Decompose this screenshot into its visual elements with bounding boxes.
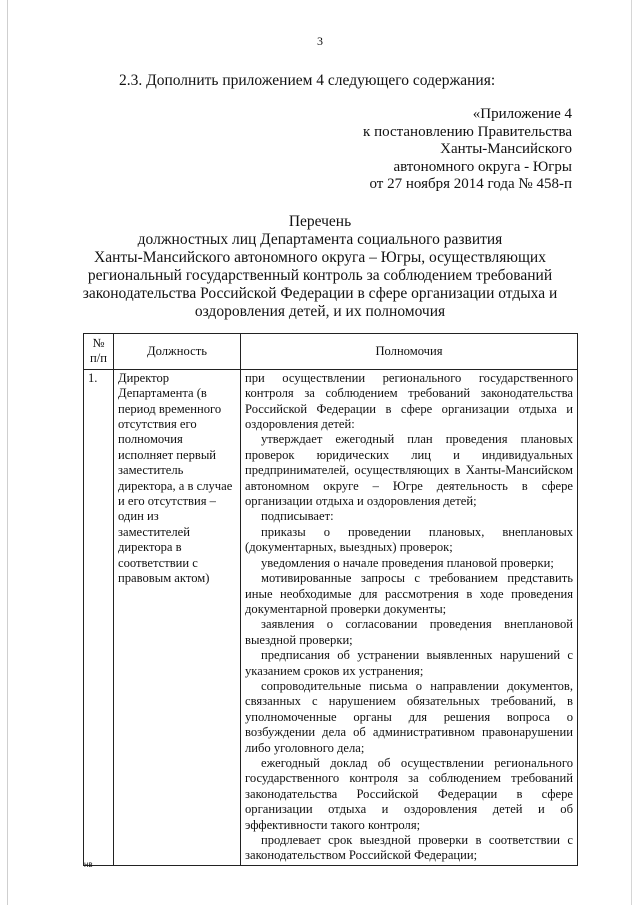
header-powers: Полномочия bbox=[241, 334, 578, 370]
header-position: Должность bbox=[114, 334, 241, 370]
appendix-line: «Приложение 4 bbox=[472, 106, 572, 122]
header-number-line2: п/п bbox=[90, 351, 107, 366]
scan-edge-right bbox=[631, 0, 632, 905]
position-line: директора в bbox=[118, 540, 182, 555]
appendix-heading bbox=[363, 106, 572, 194]
powers-paragraph: при осуществлении регионального государственного контроля за соблюдением требований законодательства Российской Федерации в сфере организации отдыха и оздоровления детей: bbox=[245, 370, 573, 432]
table-row bbox=[84, 369, 578, 865]
header-number bbox=[84, 334, 114, 370]
title-line: Перечень bbox=[288, 213, 352, 230]
intro-paragraph: 2.3. Дополнить приложением 4 следующего содержания: bbox=[119, 72, 496, 89]
title-line: региональный государственный контроль за соблюдением требований bbox=[87, 267, 553, 284]
appendix-line: от 27 ноября 2014 года № 458-п bbox=[369, 176, 572, 192]
position-line: один из bbox=[118, 509, 159, 524]
powers-paragraph: утверждает ежегодный план проведения плановых проверок юридических лиц и индивидуальных предпринимателей, осуществляющих в Ханты-Мансийском автономном округе – Югре деятельность в сфере организации отдыха и оздоровления детей; bbox=[245, 432, 573, 509]
position-line: Департамента (в bbox=[118, 386, 207, 401]
header-number-line1: № bbox=[92, 336, 105, 350]
position-line: заместителей bbox=[118, 524, 190, 539]
position-line: Директор bbox=[118, 370, 170, 385]
position-line: директора, а в случае bbox=[118, 478, 233, 493]
title-line: оздоровления детей, и их полномочия bbox=[194, 303, 446, 320]
scan-edge-left bbox=[7, 0, 8, 905]
row-powers bbox=[241, 369, 578, 865]
position-line: соответствии с bbox=[118, 555, 198, 570]
position-line: и его отсутствия – bbox=[118, 494, 216, 509]
powers-paragraph: приказы о проведении плановых, внеплановых (документарных, выездных) проверок; bbox=[245, 524, 573, 555]
powers-paragraph: предписания об устранении выявленных нарушений с указанием сроков их устранения; bbox=[245, 648, 573, 678]
page-number: 3 bbox=[317, 34, 323, 48]
officials-table bbox=[83, 333, 578, 866]
powers-paragraph: продлевает срок выездной проверки в соответствии с законодательством Российской Федерации; bbox=[245, 833, 573, 863]
row-position bbox=[114, 369, 241, 865]
position-line: период временного bbox=[118, 401, 222, 416]
title-line: законодательства Российской Федерации в сфере организации отдыха и bbox=[82, 285, 558, 302]
powers-paragraph: ежегодный доклад об осуществлении регионального государственного контроля за соблюдением требований законодательства Российской Федерации в сфере организации отдыха и оздоровления детей и об эффективности такого контроля; bbox=[245, 755, 573, 832]
powers-paragraph: сопроводительные письма о направлении документов, связанных с нарушением обязательных требований, в уполномоченные органы для решения вопроса о возбуждении дела об административном правонарушении либо уголовного дела; bbox=[245, 678, 573, 755]
position-line: правовым актом) bbox=[118, 571, 210, 586]
footer-mark: нв bbox=[84, 860, 93, 869]
powers-paragraph: подписывает: bbox=[261, 509, 334, 524]
powers-paragraph: уведомления о начале проведения плановой проверки; bbox=[261, 555, 554, 570]
appendix-line: автономного округа - Югры bbox=[393, 158, 572, 175]
title-line: Ханты-Мансийского автономного округа – Югры, осуществляющих bbox=[94, 249, 546, 266]
position-line: исполняет первый bbox=[118, 447, 217, 462]
powers-paragraph: мотивированные запросы с требованием представить иные необходимые для рассмотрения в ходе проведения документарной проверки документы; bbox=[245, 571, 573, 616]
position-line: отсутствия его bbox=[118, 417, 197, 432]
row-number: 1. bbox=[84, 369, 114, 865]
table-header-row bbox=[84, 334, 578, 370]
position-line: заместитель bbox=[118, 463, 184, 478]
appendix-line: к постановлению Правительства bbox=[363, 123, 572, 140]
appendix-line: Ханты-Мансийского bbox=[440, 141, 572, 157]
position-line: полномочия bbox=[118, 432, 183, 447]
title-line: должностных лиц Департамента социального развития bbox=[137, 231, 503, 248]
document-title bbox=[60, 213, 580, 321]
powers-paragraph: заявления о согласовании проведения внеплановой выездной проверки; bbox=[245, 617, 573, 647]
